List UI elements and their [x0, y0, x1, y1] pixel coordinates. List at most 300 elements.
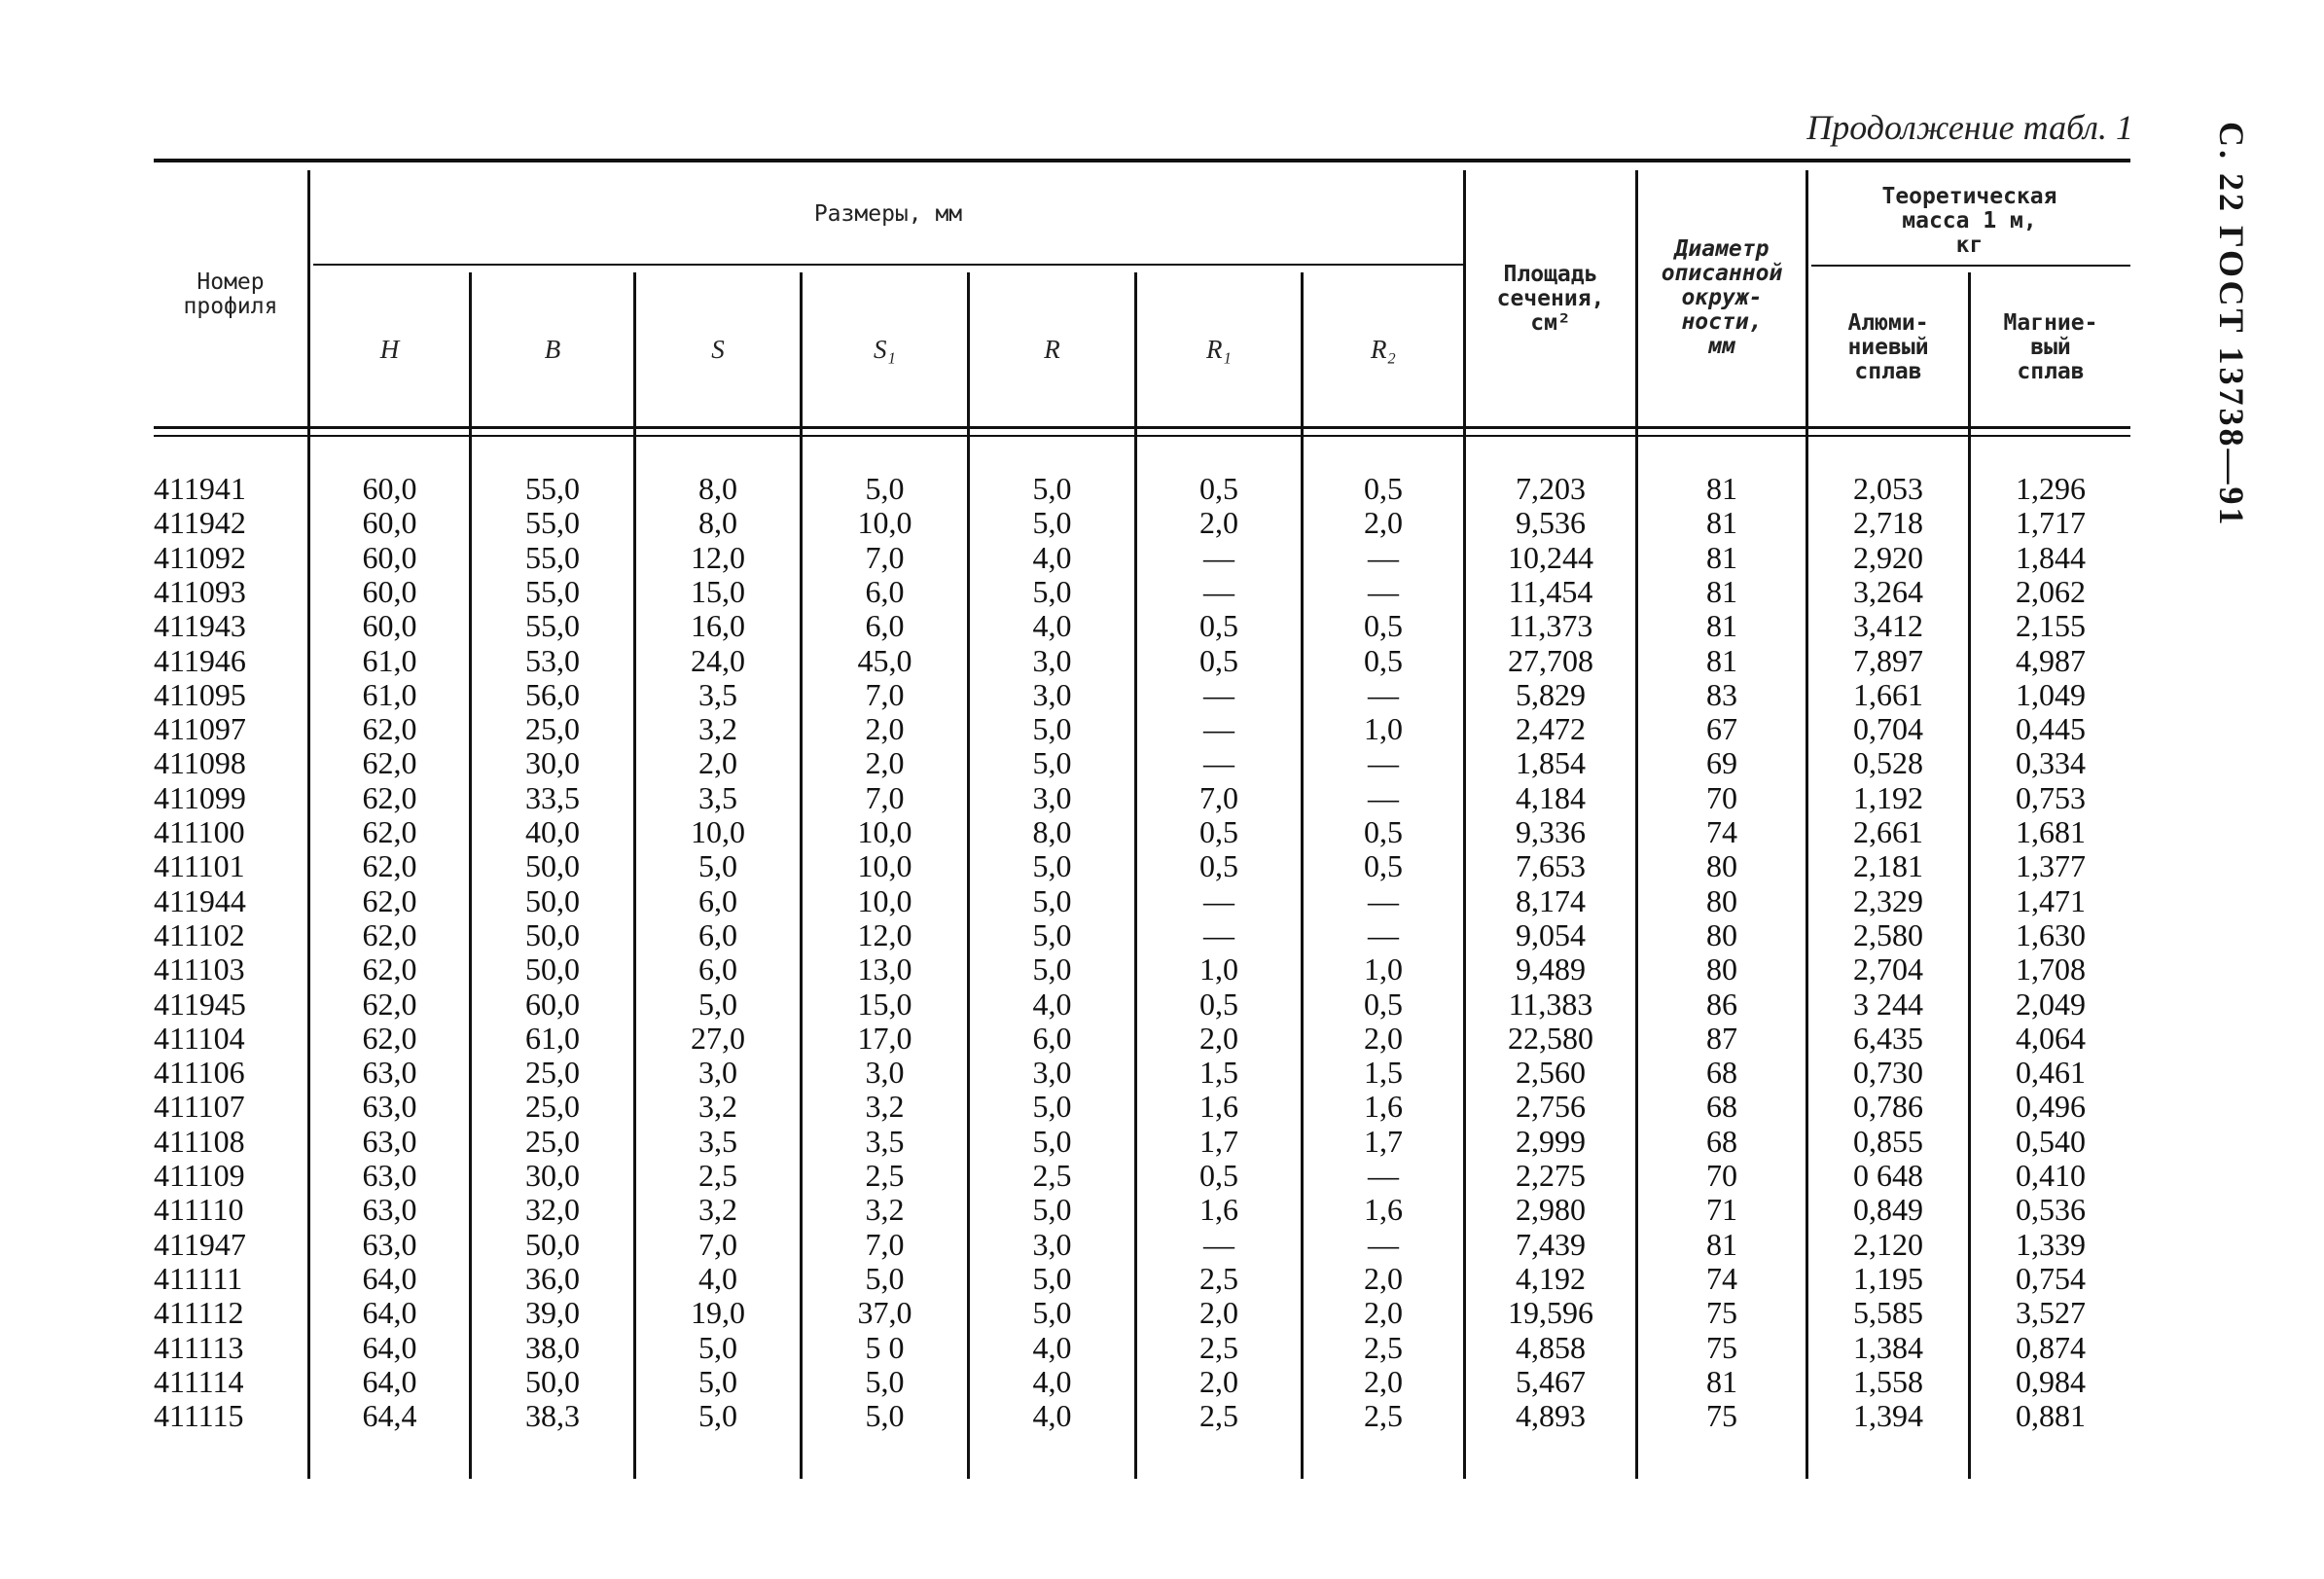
cell-s1: 5,0 — [865, 1260, 905, 1296]
cell-profile: 411106 — [154, 1055, 245, 1091]
cell-s: 27,0 — [691, 1020, 745, 1056]
cell-s1: 2,5 — [865, 1158, 905, 1193]
cell-r1: 0,5 — [1199, 1158, 1238, 1193]
cell-s1: 6,0 — [865, 573, 905, 609]
cell-r: 5,0 — [1032, 1192, 1072, 1228]
cell-r1: — — [1203, 573, 1234, 609]
cell-profile: 411103 — [154, 951, 245, 987]
cell-magnesium: 1,339 — [2016, 1226, 2086, 1262]
cell-h: 62,0 — [362, 814, 417, 849]
cell-aluminum: 2,580 — [1853, 916, 1923, 952]
cell-s: 3,0 — [698, 1055, 737, 1091]
cell-r: 5,0 — [1032, 1123, 1072, 1159]
cell-b: 32,0 — [525, 1192, 580, 1228]
cell-profile: 411093 — [154, 573, 246, 609]
cell-s: 3,5 — [698, 779, 737, 815]
cell-magnesium: 1,377 — [2016, 848, 2086, 884]
cell-aluminum: 5,585 — [1853, 1295, 1923, 1331]
cell-diameter: 81 — [1706, 471, 1737, 506]
cell-profile: 411109 — [154, 1158, 245, 1193]
cell-area: 11,454 — [1508, 573, 1593, 609]
cell-profile: 411101 — [154, 848, 245, 884]
cell-s: 6,0 — [698, 951, 737, 987]
cell-magnesium: 1,630 — [2016, 916, 2086, 952]
cell-diameter: 71 — [1706, 1192, 1737, 1228]
cell-r2: 2,0 — [1364, 1363, 1403, 1399]
cell-r2: 2,5 — [1364, 1398, 1403, 1434]
cell-aluminum: 3,264 — [1853, 573, 1923, 609]
cell-s1: 10,0 — [857, 505, 912, 541]
cell-s1: 5 0 — [865, 1329, 905, 1365]
cell-aluminum: 0,849 — [1853, 1192, 1923, 1228]
cell-s: 24,0 — [691, 642, 745, 678]
cell-aluminum: 2,181 — [1853, 848, 1923, 884]
cell-profile: 411102 — [154, 916, 245, 952]
header-aluminum: Алюми- ниевый сплав — [1847, 310, 1929, 384]
cell-diameter: 81 — [1706, 608, 1737, 644]
dimensions-under-rule — [313, 264, 1463, 266]
cell-s: 3,2 — [698, 711, 737, 747]
cell-r2: 1,7 — [1364, 1123, 1403, 1159]
cell-s: 10,0 — [691, 814, 745, 849]
cell-profile: 411098 — [154, 745, 246, 781]
cell-magnesium: 1,844 — [2016, 539, 2086, 575]
cell-area: 1,854 — [1516, 745, 1586, 781]
cell-r: 4,0 — [1032, 986, 1072, 1022]
header-S1: S₁ — [874, 335, 896, 364]
cell-profile: 411944 — [154, 882, 246, 918]
cell-r: 5,0 — [1032, 951, 1072, 987]
cell-area: 11,383 — [1508, 986, 1593, 1022]
cell-aluminum: 0,528 — [1853, 745, 1923, 781]
cell-aluminum: 1,195 — [1853, 1260, 1923, 1296]
cell-aluminum: 2,120 — [1853, 1226, 1923, 1262]
cell-diameter: 74 — [1706, 1260, 1737, 1296]
cell-s1: 7,0 — [865, 1226, 905, 1262]
cell-profile: 411941 — [154, 471, 246, 506]
cell-r1: 1,7 — [1199, 1123, 1238, 1159]
cell-r: 4,0 — [1032, 1329, 1072, 1365]
cell-magnesium: 1,681 — [2016, 814, 2086, 849]
cell-magnesium: 3,527 — [2016, 1295, 2086, 1331]
cell-r: 5,0 — [1032, 916, 1072, 952]
cell-diameter: 81 — [1706, 573, 1737, 609]
cell-magnesium: 0,754 — [2016, 1260, 2086, 1296]
cell-r2: 1,6 — [1364, 1089, 1403, 1125]
cell-b: 50,0 — [525, 916, 580, 952]
cell-s1: 10,0 — [857, 848, 912, 884]
cell-diameter: 75 — [1706, 1295, 1737, 1331]
cell-r2: 0,5 — [1364, 848, 1403, 884]
cell-b: 50,0 — [525, 882, 580, 918]
cell-magnesium: 0,881 — [2016, 1398, 2086, 1434]
cell-r2: — — [1368, 676, 1399, 712]
cell-s1: 6,0 — [865, 608, 905, 644]
cell-aluminum: 7,897 — [1853, 642, 1923, 678]
mass-under-rule — [1811, 265, 2130, 267]
cell-area: 5,467 — [1516, 1363, 1586, 1399]
cell-s1: 2,0 — [865, 745, 905, 781]
cell-aluminum: 1,661 — [1853, 676, 1923, 712]
cell-r1: 2,0 — [1199, 505, 1238, 541]
cell-b: 40,0 — [525, 814, 580, 849]
cell-diameter: 86 — [1706, 986, 1737, 1022]
cell-s1: 12,0 — [857, 916, 912, 952]
cell-h: 64,0 — [362, 1363, 417, 1399]
cell-s1: 7,0 — [865, 676, 905, 712]
cell-r2: 2,0 — [1364, 505, 1403, 541]
cell-r: 5,0 — [1032, 882, 1072, 918]
cell-diameter: 74 — [1706, 814, 1737, 849]
cell-magnesium: 0,334 — [2016, 745, 2086, 781]
cell-r: 5,0 — [1032, 1295, 1072, 1331]
cell-area: 4,192 — [1516, 1260, 1586, 1296]
cell-s: 6,0 — [698, 916, 737, 952]
header-profile-number: Номер профиля — [183, 269, 278, 319]
cell-r1: 0,5 — [1199, 642, 1238, 678]
cell-profile: 411946 — [154, 642, 246, 678]
cell-diameter: 81 — [1706, 642, 1737, 678]
cell-b: 25,0 — [525, 1055, 580, 1091]
cell-h: 64,0 — [362, 1260, 417, 1296]
cell-magnesium: 1,296 — [2016, 471, 2086, 506]
cell-r1: 2,0 — [1199, 1363, 1238, 1399]
cell-profile: 411113 — [154, 1329, 244, 1365]
cell-h: 60,0 — [362, 573, 417, 609]
cell-diameter: 81 — [1706, 1363, 1737, 1399]
cell-r: 6,0 — [1032, 1020, 1072, 1056]
cell-area: 2,560 — [1516, 1055, 1586, 1091]
cell-area: 2,472 — [1516, 711, 1586, 747]
cell-r2: 2,0 — [1364, 1260, 1403, 1296]
cell-r2: 2,5 — [1364, 1329, 1403, 1365]
cell-s1: 7,0 — [865, 779, 905, 815]
cell-profile: 411943 — [154, 608, 246, 644]
cell-r1: — — [1203, 745, 1234, 781]
cell-r: 3,0 — [1032, 1055, 1072, 1091]
cell-diameter: 67 — [1706, 711, 1737, 747]
cell-r2: 0,5 — [1364, 608, 1403, 644]
cell-r2: 2,0 — [1364, 1020, 1403, 1056]
cell-aluminum: 0,786 — [1853, 1089, 1923, 1125]
header-bottom-rule-2 — [154, 435, 2130, 437]
cell-s1: 5,0 — [865, 1398, 905, 1434]
cell-h: 60,0 — [362, 608, 417, 644]
cell-aluminum: 6,435 — [1853, 1020, 1923, 1056]
cell-aluminum: 2,329 — [1853, 882, 1923, 918]
cell-diameter: 80 — [1706, 882, 1737, 918]
cell-aluminum: 2,920 — [1853, 539, 1923, 575]
cell-diameter: 80 — [1706, 951, 1737, 987]
cell-area: 8,174 — [1516, 882, 1586, 918]
cell-r: 3,0 — [1032, 779, 1072, 815]
cell-s: 5,0 — [698, 986, 737, 1022]
cell-profile: 411100 — [154, 814, 245, 849]
cell-area: 4,858 — [1516, 1329, 1586, 1365]
cell-r1: — — [1203, 676, 1234, 712]
cell-h: 61,0 — [362, 676, 417, 712]
cell-r1: — — [1203, 1226, 1234, 1262]
header-B: B — [544, 335, 561, 364]
cell-r1: 2,5 — [1199, 1260, 1238, 1296]
cell-h: 63,0 — [362, 1226, 417, 1262]
cell-r1: 0,5 — [1199, 471, 1238, 506]
cell-s1: 15,0 — [857, 986, 912, 1022]
cell-b: 38,3 — [525, 1398, 580, 1434]
cell-profile: 411110 — [154, 1192, 244, 1228]
header-dimensions: Размеры, мм — [813, 201, 963, 227]
cell-r1: — — [1203, 882, 1234, 918]
cell-h: 63,0 — [362, 1158, 417, 1193]
continuation-caption: Продолжение табл. 1 — [1806, 108, 2133, 147]
cell-profile: 411115 — [154, 1398, 244, 1434]
cell-b: 50,0 — [525, 1226, 580, 1262]
cell-s1: 3,2 — [865, 1089, 905, 1125]
cell-magnesium: 0,753 — [2016, 779, 2086, 815]
cell-h: 62,0 — [362, 711, 417, 747]
cell-r1: 2,0 — [1199, 1020, 1238, 1056]
cell-b: 33,5 — [525, 779, 580, 815]
cell-s1: 2,0 — [865, 711, 905, 747]
cell-r2: 0,5 — [1364, 642, 1403, 678]
cell-h: 61,0 — [362, 642, 417, 678]
cell-h: 62,0 — [362, 1020, 417, 1056]
cell-b: 38,0 — [525, 1329, 580, 1365]
cell-b: 30,0 — [525, 1158, 580, 1193]
cell-r: 5,0 — [1032, 1260, 1072, 1296]
cell-profile: 411095 — [154, 676, 246, 712]
cell-aluminum: 1,394 — [1853, 1398, 1923, 1434]
cell-r2: 1,0 — [1364, 711, 1403, 747]
cell-h: 60,0 — [362, 505, 417, 541]
cell-h: 64,4 — [362, 1398, 417, 1434]
cell-magnesium: 2,155 — [2016, 608, 2086, 644]
header-diameter: Диаметр описанной окруж- ности, мм — [1661, 236, 1783, 359]
cell-b: 55,0 — [525, 471, 580, 506]
cell-diameter: 81 — [1706, 505, 1737, 541]
cell-h: 63,0 — [362, 1089, 417, 1125]
header-theoretical-mass: Теоретическая масса 1 м, кг — [1881, 184, 2057, 258]
cell-diameter: 80 — [1706, 848, 1737, 884]
cell-r2: — — [1368, 1158, 1399, 1193]
cell-h: 63,0 — [362, 1192, 417, 1228]
cell-area: 7,653 — [1516, 848, 1586, 884]
cell-magnesium: 0,984 — [2016, 1363, 2086, 1399]
cell-s: 3,5 — [698, 1123, 737, 1159]
cell-aluminum: 1,192 — [1853, 779, 1923, 815]
cell-r2: 1,6 — [1364, 1192, 1403, 1228]
cell-diameter: 83 — [1706, 676, 1737, 712]
cell-area: 7,439 — [1516, 1226, 1586, 1262]
cell-diameter: 70 — [1706, 779, 1737, 815]
cell-r1: 0,5 — [1199, 986, 1238, 1022]
cell-h: 60,0 — [362, 471, 417, 506]
cell-s: 5,0 — [698, 1329, 737, 1365]
cell-s: 6,0 — [698, 882, 737, 918]
cell-s: 2,5 — [698, 1158, 737, 1193]
cell-h: 62,0 — [362, 986, 417, 1022]
cell-s: 5,0 — [698, 1363, 737, 1399]
cell-area: 9,336 — [1516, 814, 1586, 849]
header-bottom-rule-1 — [154, 426, 2130, 429]
cell-magnesium: 2,049 — [2016, 986, 2086, 1022]
cell-r: 5,0 — [1032, 711, 1072, 747]
cell-s1: 3,0 — [865, 1055, 905, 1091]
cell-r1: 2,5 — [1199, 1398, 1238, 1434]
cell-s1: 13,0 — [857, 951, 912, 987]
cell-area: 22,580 — [1508, 1020, 1593, 1056]
cell-r: 5,0 — [1032, 1089, 1072, 1125]
cell-r: 4,0 — [1032, 608, 1072, 644]
cell-h: 62,0 — [362, 951, 417, 987]
cell-magnesium: 2,062 — [2016, 573, 2086, 609]
cell-r1: 1,5 — [1199, 1055, 1238, 1091]
header-magnesium: Магние- вый сплав — [2003, 310, 2098, 384]
cell-s: 8,0 — [698, 471, 737, 506]
cell-h: 64,0 — [362, 1295, 417, 1331]
cell-s: 2,0 — [698, 745, 737, 781]
cell-s: 3,2 — [698, 1089, 737, 1125]
cell-magnesium: 4,064 — [2016, 1020, 2086, 1056]
cell-profile: 411107 — [154, 1089, 245, 1125]
cell-h: 63,0 — [362, 1123, 417, 1159]
header-R: R — [1044, 335, 1060, 364]
cell-r: 5,0 — [1032, 471, 1072, 506]
cell-aluminum: 0,704 — [1853, 711, 1923, 747]
cell-profile: 411942 — [154, 505, 246, 541]
header-R2: R₂ — [1371, 335, 1396, 364]
cell-diameter: 70 — [1706, 1158, 1737, 1193]
cell-magnesium: 0,461 — [2016, 1055, 2086, 1091]
cell-aluminum: 3,412 — [1853, 608, 1923, 644]
cell-s1: 5,0 — [865, 1363, 905, 1399]
cell-r2: — — [1368, 916, 1399, 952]
cell-b: 55,0 — [525, 608, 580, 644]
cell-r: 4,0 — [1032, 539, 1072, 575]
cell-b: 50,0 — [525, 1363, 580, 1399]
cell-b: 36,0 — [525, 1260, 580, 1296]
cell-h: 60,0 — [362, 539, 417, 575]
cell-h: 62,0 — [362, 916, 417, 952]
cell-r1: 1,0 — [1199, 951, 1238, 987]
cell-area: 19,596 — [1508, 1295, 1593, 1331]
cell-area: 11,373 — [1508, 608, 1593, 644]
cell-s: 8,0 — [698, 505, 737, 541]
cell-r1: — — [1203, 711, 1234, 747]
cell-profile: 411104 — [154, 1020, 245, 1056]
cell-area: 2,980 — [1516, 1192, 1586, 1228]
cell-magnesium: 1,049 — [2016, 676, 2086, 712]
cell-profile: 411099 — [154, 779, 246, 815]
cell-s1: 17,0 — [857, 1020, 912, 1056]
cell-s1: 10,0 — [857, 814, 912, 849]
cell-aluminum: 2,718 — [1853, 505, 1923, 541]
header-H: H — [379, 335, 400, 364]
header-R1: R₁ — [1206, 335, 1232, 364]
cell-aluminum: 0,855 — [1853, 1123, 1923, 1159]
cell-profile: 411108 — [154, 1123, 245, 1159]
cell-aluminum: 2,661 — [1853, 814, 1923, 849]
table-top-rule — [154, 159, 2130, 162]
cell-diameter: 68 — [1706, 1055, 1737, 1091]
cell-b: 39,0 — [525, 1295, 580, 1331]
cell-s: 5,0 — [698, 1398, 737, 1434]
cell-profile: 411114 — [154, 1363, 244, 1399]
cell-aluminum: 3 244 — [1853, 986, 1923, 1022]
cell-magnesium: 0,540 — [2016, 1123, 2086, 1159]
cell-r1: 2,0 — [1199, 1295, 1238, 1331]
cell-h: 63,0 — [362, 1055, 417, 1091]
cell-area: 4,184 — [1516, 779, 1586, 815]
cell-b: 56,0 — [525, 676, 580, 712]
cell-b: 55,0 — [525, 539, 580, 575]
cell-b: 25,0 — [525, 711, 580, 747]
cell-b: 30,0 — [525, 745, 580, 781]
cell-b: 55,0 — [525, 505, 580, 541]
cell-r1: 0,5 — [1199, 848, 1238, 884]
cell-s: 19,0 — [691, 1295, 745, 1331]
cell-r: 8,0 — [1032, 814, 1072, 849]
cell-aluminum: 0 648 — [1853, 1158, 1923, 1193]
cell-r2: — — [1368, 779, 1399, 815]
cell-area: 2,756 — [1516, 1089, 1586, 1125]
cell-area: 9,054 — [1516, 916, 1586, 952]
cell-area: 9,536 — [1516, 505, 1586, 541]
page-side-title: С. 22 ГОСТ 13738—91 — [2212, 122, 2251, 528]
cell-magnesium: 0,536 — [2016, 1192, 2086, 1228]
cell-r: 4,0 — [1032, 1398, 1072, 1434]
cell-aluminum: 1,558 — [1853, 1363, 1923, 1399]
cell-r1: — — [1203, 539, 1234, 575]
cell-area: 7,203 — [1516, 471, 1586, 506]
cell-r1: 1,6 — [1199, 1192, 1238, 1228]
cell-s1: 3,2 — [865, 1192, 905, 1228]
cell-b: 25,0 — [525, 1123, 580, 1159]
cell-h: 64,0 — [362, 1329, 417, 1365]
cell-r: 5,0 — [1032, 848, 1072, 884]
cell-r2: 1,5 — [1364, 1055, 1403, 1091]
cell-magnesium: 1,708 — [2016, 951, 2086, 987]
cell-profile: 411945 — [154, 986, 246, 1022]
cell-h: 62,0 — [362, 779, 417, 815]
cell-b: 60,0 — [525, 986, 580, 1022]
cell-diameter: 81 — [1706, 1226, 1737, 1262]
cell-r2: — — [1368, 573, 1399, 609]
cell-h: 62,0 — [362, 848, 417, 884]
cell-r1: 7,0 — [1199, 779, 1238, 815]
cell-area: 27,708 — [1508, 642, 1593, 678]
cell-aluminum: 2,704 — [1853, 951, 1923, 987]
cell-r1: 0,5 — [1199, 814, 1238, 849]
cell-s: 3,2 — [698, 1192, 737, 1228]
cell-magnesium: 0,496 — [2016, 1089, 2086, 1125]
cell-r: 5,0 — [1032, 505, 1072, 541]
cell-r: 3,0 — [1032, 676, 1072, 712]
cell-r: 4,0 — [1032, 1363, 1072, 1399]
cell-h: 62,0 — [362, 745, 417, 781]
cell-magnesium: 1,471 — [2016, 882, 2086, 918]
cell-profile: 411097 — [154, 711, 246, 747]
cell-s1: 45,0 — [857, 642, 912, 678]
cell-r2: — — [1368, 882, 1399, 918]
cell-r2: 0,5 — [1364, 471, 1403, 506]
cell-r2: 0,5 — [1364, 986, 1403, 1022]
cell-area: 9,489 — [1516, 951, 1586, 987]
cell-s: 7,0 — [698, 1226, 737, 1262]
cell-r1: 2,5 — [1199, 1329, 1238, 1365]
cell-diameter: 81 — [1706, 539, 1737, 575]
cell-r: 5,0 — [1032, 573, 1072, 609]
